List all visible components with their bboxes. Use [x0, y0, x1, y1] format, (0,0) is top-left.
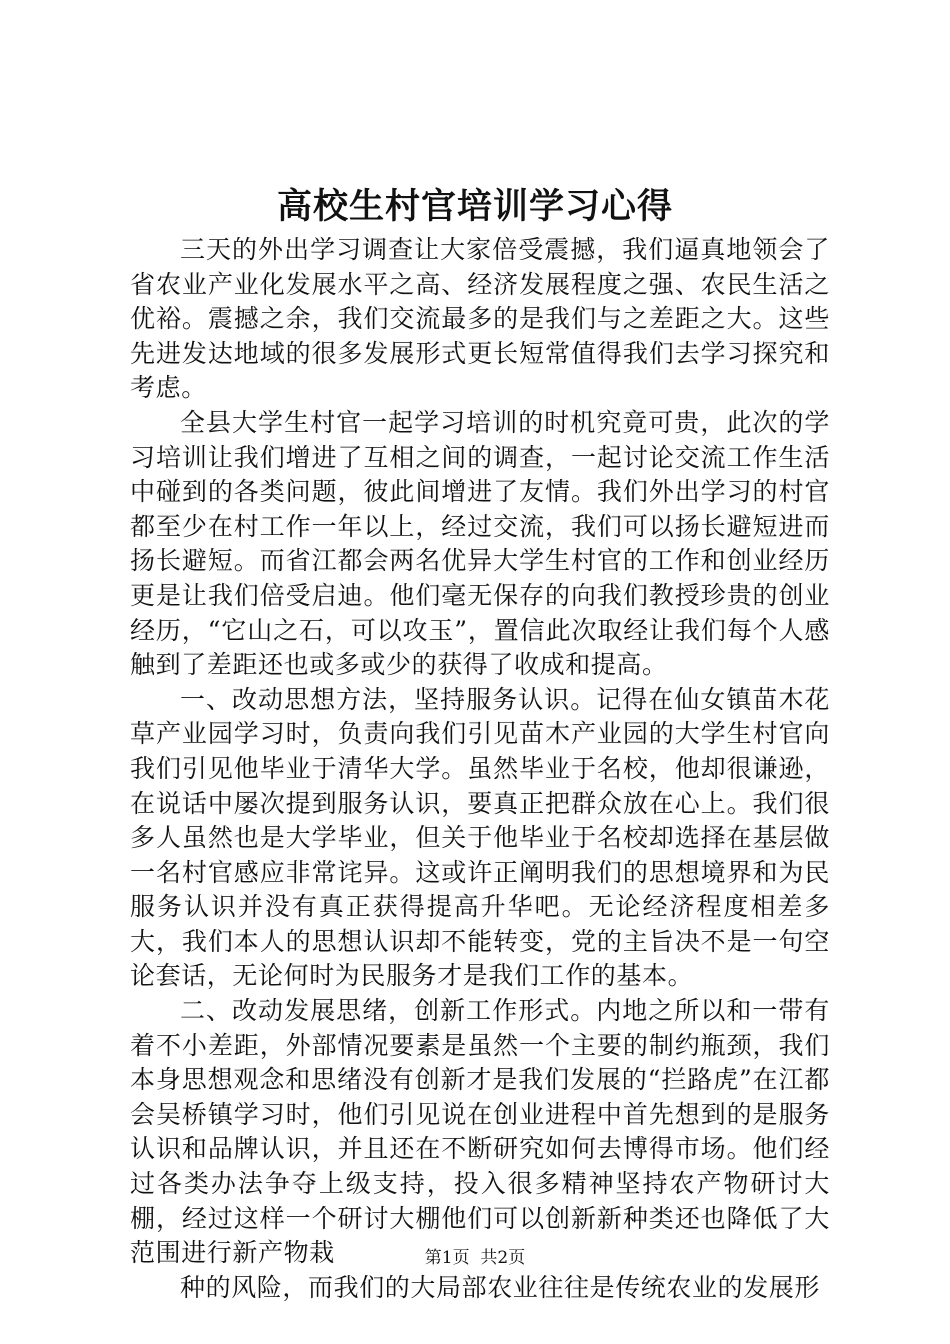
paragraph-3: 一、改动思想方法，坚持服务认识。记得在仙女镇苗木花草产业园学习时，负责向我们引见苗木产业园的大学生村官向我们引见他毕业于清华大学。虽然毕业于名校，他却很谦逊，在说话中屡次提到服务认识，要真正把群众放在心上。我们很多人虽然也是大学毕业，但关于他毕业于名校却选择在基层做一名村官感应非常诧异。这或许正阐明我们的思想境界和为民服务认识并没有真正获得提高升华吧。无论经济程度相差多大，我们本人的思想认识却不能转变，党的主旨决不是一句空论套话，无论何时为民服务才是我们工作的基本。	[130, 684, 830, 991]
paragraph-4: 二、改动发展思绪，创新工作形式。内地之所以和一带有着不小差距，外部情况要素是虽然一个主要的制约瓶颈，我们本身思想观念和思绪没有创新才是我们发展的“拦路虎”在江都会吴桥镇学习时，他们引见说在创业进程中首先想到的是服务认识和品牌认识，并且还在不断研究如何去博得市场。他们经过各类办法争夺上级支持，投入很多精神坚持农产物研讨大棚，经过这样一个研讨大棚他们可以创新新种类还也降低了大范围进行新产物栽	[130, 996, 830, 1268]
document-body	[130, 233, 830, 1305]
document-title: 高校生村官培训学习心得	[276, 186, 673, 227]
paragraph-5: 种的风险，而我们的大局部农业往往是传统农业的发展形	[180, 1272, 821, 1302]
paragraph-1: 三天的外出学习调查让大家倍受震撼，我们逼真地领会了省农业产业化发展水平之高、经济发展程度之强、农民生活之优裕。震撼之余，我们交流最多的是我们与之差距之大。这些先进发达地域的很多发展形式更长短常值得我们去学习探究和考虑。	[130, 235, 830, 403]
page-number-footer: 第1页 共2页	[424, 1248, 526, 1268]
paragraph-2: 全县大学生村官一起学习培训的时机究竟可贵，此次的学习培训让我们增进了互相之间的调查，一起讨论交流工作生活中碰到的各类问题，彼此间增进了友情。我们外出学习的村官都至少在村工作一年以上，经过交流，我们可以扬长避短进而扬长避短。而省江都会两名优异大学生村官的工作和创业经历更是让我们倍受启迪。他们毫无保存的向我们教授珍贵的创业经历，“它山之石，可以攻玉”，置信此次取经让我们每个人感触到了差距还也或多或少的获得了收成和提高。	[130, 407, 830, 680]
